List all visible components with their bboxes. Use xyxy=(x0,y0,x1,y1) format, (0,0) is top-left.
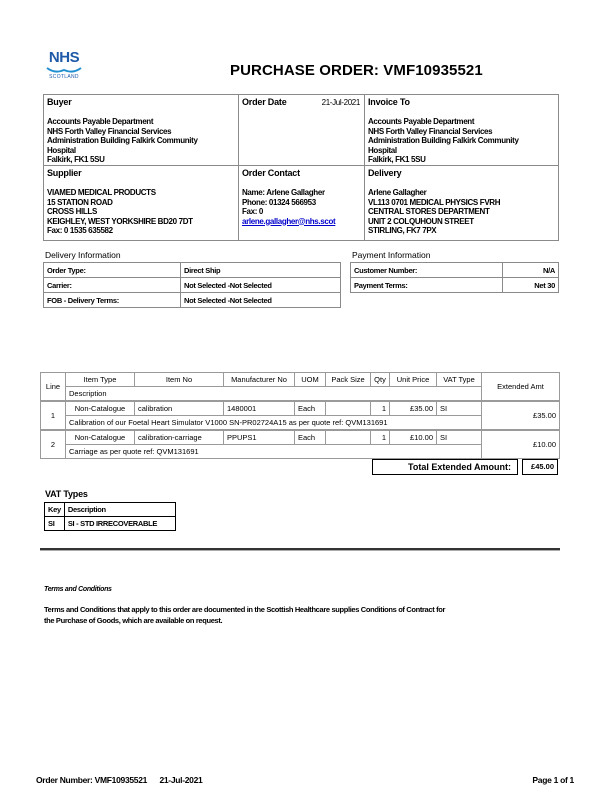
line-items-table xyxy=(40,372,560,459)
info-value: Not Selected -Not Selected xyxy=(181,278,341,293)
cell-pack-size xyxy=(326,401,371,416)
delivery-info-heading: Delivery Information xyxy=(45,250,121,260)
cell-line: 1 xyxy=(41,401,66,430)
info-label: FOB - Delivery Terms: xyxy=(44,293,181,308)
col-unit-price: Unit Price xyxy=(390,373,437,387)
invoice-line: Falkirk, FK1 5SU xyxy=(368,155,426,164)
vat-col-key: Key xyxy=(45,503,65,517)
buyer-line: Administration Building Falkirk Community xyxy=(47,136,198,145)
cell-manufacturer-no: 1480001 xyxy=(224,401,295,416)
invoice-line: Accounts Payable Department xyxy=(368,117,475,126)
cell-line: 2 xyxy=(41,430,66,459)
invoice-to-box xyxy=(364,94,559,166)
total-value: £45.00 xyxy=(522,459,558,475)
col-manufacturer-no: Manufacturer No xyxy=(224,373,295,387)
buyer-line: Accounts Payable Department xyxy=(47,117,154,126)
buyer-line: Falkirk, FK1 5SU xyxy=(47,155,105,164)
contact-phone: Phone: 01324 566953 xyxy=(242,197,316,207)
order-date-value: 21-Jul-2021 xyxy=(321,98,360,107)
buyer-box xyxy=(43,94,239,166)
delivery-line: VL113 0701 MEDICAL PHYSICS FVRH xyxy=(368,197,501,207)
header-row xyxy=(41,373,560,387)
col-line: Line xyxy=(41,373,66,402)
cell-unit-price: £10.00 xyxy=(390,430,437,445)
col-item-no: Item No xyxy=(135,373,224,387)
supplier-line: CROSS HILLS xyxy=(47,207,97,216)
terms-heading: Terms and Conditions xyxy=(44,586,112,593)
footer-page-number: Page 1 of 1 xyxy=(532,775,574,785)
col-qty: Qty xyxy=(371,373,390,387)
order-date-box xyxy=(238,94,365,166)
payment-info-heading: Payment Information xyxy=(352,250,431,260)
contact-fax: Fax: 0 xyxy=(242,207,264,216)
delivery-info-row xyxy=(44,293,341,308)
cell-qty: 1 xyxy=(371,430,390,445)
vat-header-row xyxy=(45,503,176,517)
vat-row xyxy=(45,517,176,531)
cell-item-type: Non-Catalogue xyxy=(66,430,135,445)
order-contact-box xyxy=(238,165,365,241)
logo-brand: NHS xyxy=(48,49,80,66)
order-contact-details xyxy=(242,188,335,226)
supplier-line: 15 STATION ROAD xyxy=(47,197,113,207)
saltire-wave-icon xyxy=(46,66,82,74)
footer-date: 21-Jul-2021 xyxy=(159,775,203,785)
cell-description: Calibration of our Foetal Heart Simulator V1000 SN-PR02724A15 as per quote ref: QVM131691 xyxy=(66,416,482,431)
terms-text xyxy=(44,605,544,626)
order-date-heading: Order Date xyxy=(242,97,287,107)
supplier-line: Fax: 0 1535 635582 xyxy=(47,226,113,235)
cell-extended-amt: £10.00 xyxy=(482,430,560,459)
delivery-address xyxy=(368,188,500,236)
supplier-box xyxy=(43,165,239,241)
cell-uom: Each xyxy=(295,401,326,416)
delivery-line: UNIT 2 COLQUHOUN STREET xyxy=(368,216,474,226)
vat-key: SI xyxy=(45,517,65,531)
payment-info-table xyxy=(350,262,559,293)
info-value: Direct Ship xyxy=(181,263,341,278)
buyer-line: NHS Forth Valley Financial Services xyxy=(47,126,172,136)
info-label: Customer Number: xyxy=(351,263,503,278)
delivery-info-row xyxy=(44,278,341,293)
vat-col-description: Description xyxy=(64,503,175,517)
cell-extended-amt: £35.00 xyxy=(482,401,560,430)
info-value: N/A xyxy=(503,263,559,278)
terms-line: Terms and Conditions that apply to this order are documented in the Scottish Healthcare supplies Conditions of Contract for xyxy=(44,605,446,614)
col-item-type: Item Type xyxy=(66,373,135,387)
terms-line: the Purchase of Goods, which are available on request. xyxy=(44,615,223,625)
divider xyxy=(40,548,560,551)
cell-pack-size xyxy=(326,430,371,445)
col-uom: UOM xyxy=(295,373,326,387)
col-pack-size: Pack Size xyxy=(326,373,371,387)
invoice-to-heading: Invoice To xyxy=(368,97,410,107)
logo-region: SCOTLAND xyxy=(49,74,79,80)
vat-types-heading: VAT Types xyxy=(45,489,88,499)
cell-description: Carriage as per quote ref: QVM131691 xyxy=(66,445,482,459)
invoice-to-address xyxy=(368,117,519,165)
cell-unit-price: £35.00 xyxy=(390,401,437,416)
cell-vat-type: SI xyxy=(437,401,482,416)
supplier-line: VIAMED MEDICAL PRODUCTS xyxy=(47,188,156,197)
buyer-line: Hospital xyxy=(47,145,76,155)
vat-types-table xyxy=(44,502,176,531)
delivery-info-table xyxy=(43,262,341,308)
info-value: Not Selected -Not Selected xyxy=(181,293,341,308)
total-extended-amount xyxy=(372,459,558,475)
footer-order-number: Order Number: VMF10935521 xyxy=(36,775,148,785)
supplier-line: KEIGHLEY, WEST YORKSHIRE BD20 7DT xyxy=(47,216,193,226)
invoice-line: NHS Forth Valley Financial Services xyxy=(368,126,493,136)
table-row xyxy=(41,401,560,416)
delivery-line: Arlene Gallagher xyxy=(368,188,427,197)
cell-manufacturer-no: PPUPS1 xyxy=(224,430,295,445)
cell-uom: Each xyxy=(295,430,326,445)
delivery-heading: Delivery xyxy=(368,168,402,178)
cell-item-no: calibration xyxy=(135,401,224,416)
invoice-line: Administration Building Falkirk Community xyxy=(368,136,519,145)
supplier-heading: Supplier xyxy=(47,168,82,178)
supplier-address xyxy=(47,188,193,236)
buyer-address xyxy=(47,117,198,165)
total-label: Total Extended Amount: xyxy=(372,459,518,475)
page-title: PURCHASE ORDER: VMF10935521 xyxy=(230,62,483,79)
info-label: Carrier: xyxy=(44,278,181,293)
order-contact-heading: Order Contact xyxy=(242,168,300,178)
cell-item-no: calibration-carriage xyxy=(135,430,224,445)
info-label: Payment Terms: xyxy=(351,278,503,293)
delivery-line: STIRLING, FK7 7PX xyxy=(368,226,437,235)
table-row xyxy=(41,430,560,445)
contact-email-link[interactable]: arlene.gallagher@nhs.scot xyxy=(242,216,336,226)
invoice-line: Hospital xyxy=(368,145,397,155)
delivery-line: CENTRAL STORES DEPARTMENT xyxy=(368,207,490,216)
payment-info-row xyxy=(351,278,559,293)
col-vat-type: VAT Type xyxy=(437,373,482,387)
contact-name: Name: Arlene Gallagher xyxy=(242,188,325,197)
buyer-heading: Buyer xyxy=(47,97,72,107)
cell-item-type: Non-Catalogue xyxy=(66,401,135,416)
cell-qty: 1 xyxy=(371,401,390,416)
delivery-box xyxy=(364,165,559,241)
info-value: Net 30 xyxy=(503,278,559,293)
info-label: Order Type: xyxy=(44,263,181,278)
col-description: Description xyxy=(66,387,482,402)
footer-left xyxy=(36,775,202,785)
col-extended-amt: Extended Amt xyxy=(482,373,560,402)
payment-info-row xyxy=(351,263,559,278)
delivery-info-row xyxy=(44,263,341,278)
vat-description: SI - STD IRRECOVERABLE xyxy=(64,517,175,531)
cell-vat-type: SI xyxy=(437,430,482,445)
nhs-scotland-logo xyxy=(44,50,84,90)
